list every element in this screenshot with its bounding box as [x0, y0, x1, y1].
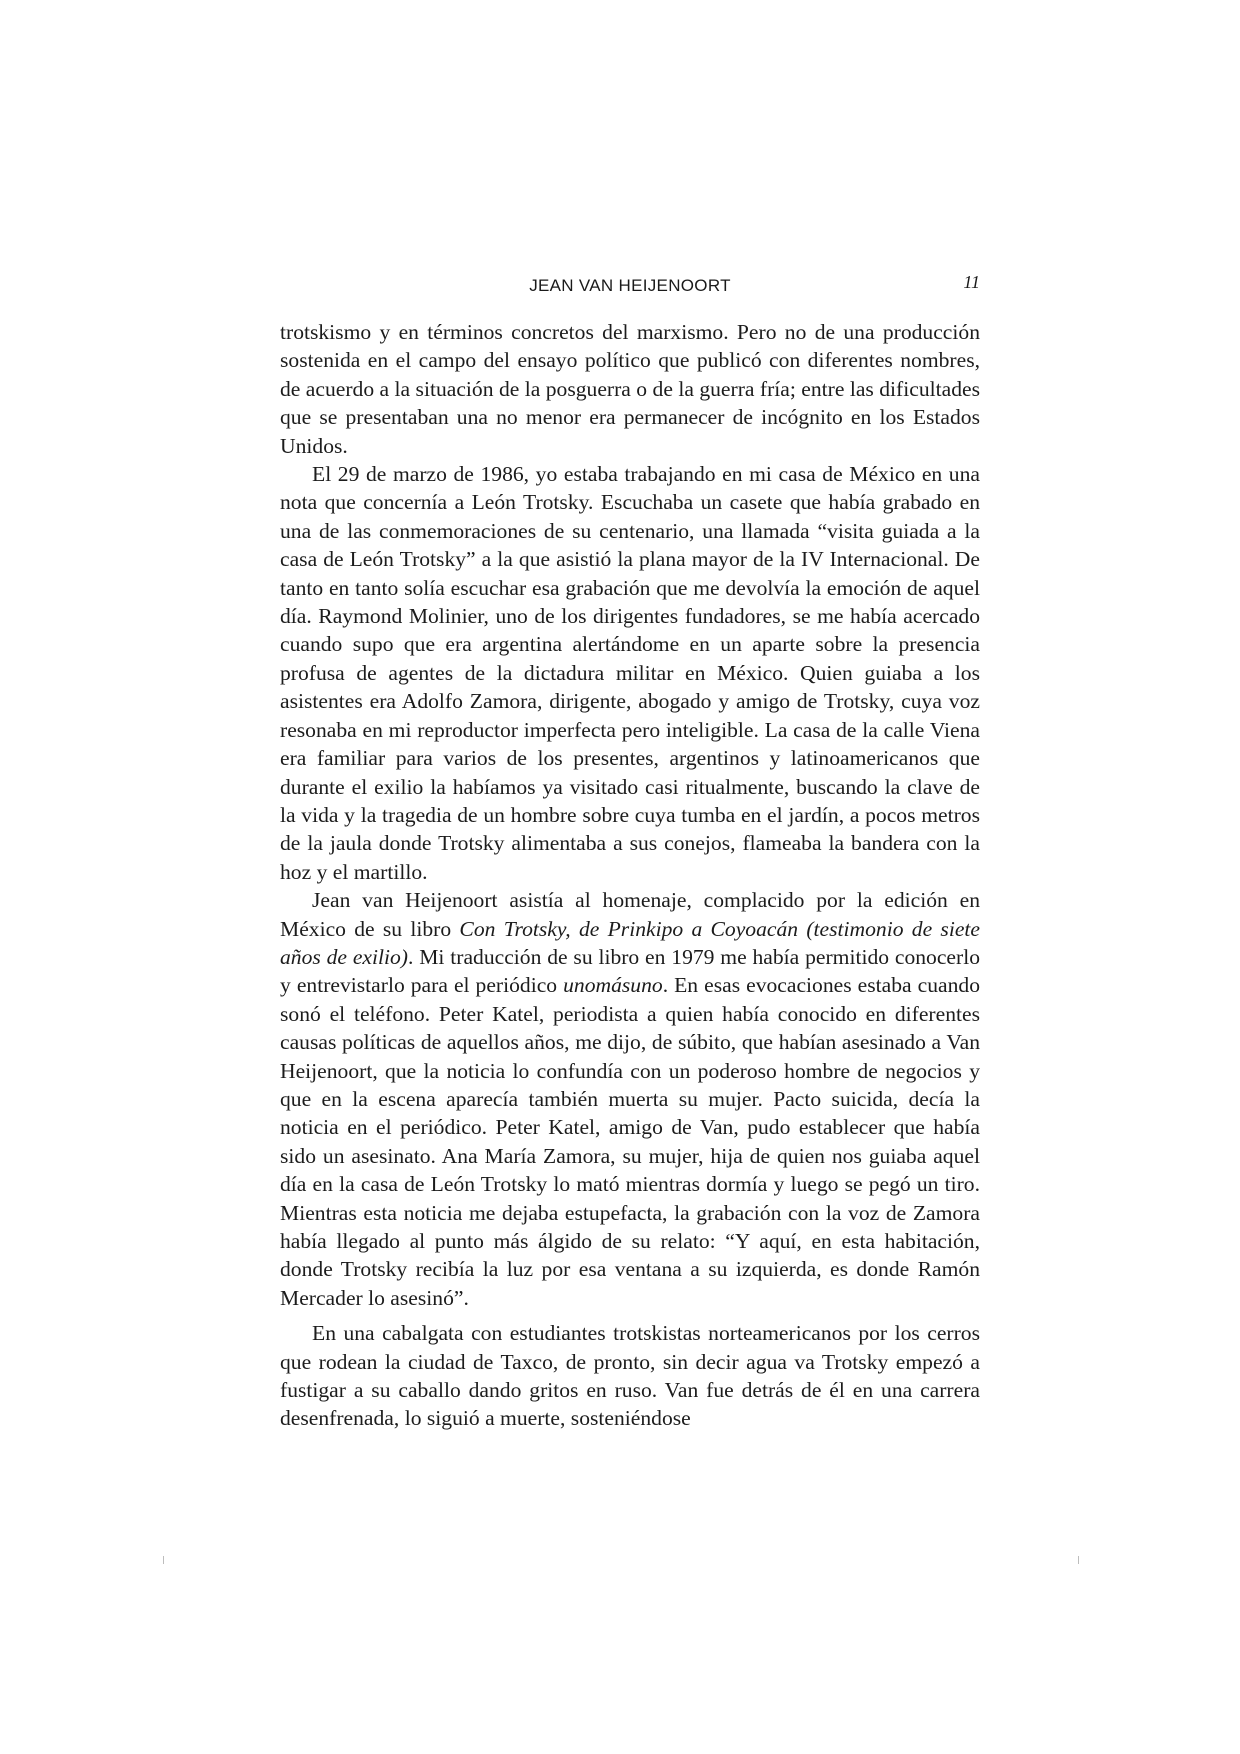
crop-mark-left — [163, 1556, 164, 1564]
book-title: Con Trotsky, de Prinkipo a Coyoacán (testimonio de siete años de exilio) — [280, 916, 981, 969]
paragraph-3-part-a: Jean van Heijenoort asistía al homenaje, complacido por la edición en México de su libro — [280, 888, 980, 941]
newspaper-title: unomásuno — [563, 973, 663, 998]
paragraph-2: El 29 de marzo de 1986, yo estaba trabajando en mi casa de México en una nota que concernía a León Trotsky. Escuchaba un casete que había grabado en una de las conmemoraciones de su centenario, una llamada “visita guiada a la casa de León Trotsky” a la que asistió la plana mayor de la IV Internacional. De tanto en tanto solía escuchar esa grabación que me devolvía la emoción de aquel día. Raymond Molinier, uno de los dirigentes fundadores, se me había acercado cuando supo que era argentina alertándome en un aparte sobre la presencia profusa de agentes de la dictadura militar en México. Quien guiaba a los asistentes era Adolfo Zamora, dirigente, abogado y amigo de Trotsky, cuya voz resonaba en mi reproductor imperfecta pero inteligible. La casa de la calle Viena era familiar para varios de los presentes, argentinos y latinoamericanos que durante el exilio la habíamos ya visitado casi ritualmente, buscando la clave de la vida y la tragedia de un hombre sobre cuya tumba en el jardín, a pocos metros de la jaula donde Trotsky alimentaba a sus conejos, flameaba la bandera con la hoz y el martillo. — [280, 462, 980, 884]
crop-mark-right — [1078, 1556, 1079, 1564]
body-text — [280, 318, 980, 1433]
paragraph-3-part-c: . En esas evocaciones estaba cuando sonó el teléfono. Peter Katel, periodista a quien había conocido en diferentes causas políticas de aquellos años, me dijo, de súbito, que habían asesinado a Van Heijenoort, que la noticia lo confundía con un poderoso hombre de negocios y que en la escena aparecía también muerta su mujer. Pacto suicida, decía la noticia en el periódico. Peter Katel, amigo de Van, pudo establecer que había sido un asesinato. Ana María Zamora, su mujer, hija de quien nos guiaba aquel día en la casa de León Trotsky lo mató mientras dormía y luego se pegó un tiro. Mientras esta noticia me dejaba estupefacta, la grabación con la voz de Zamora había llegado al punto más álgido de su relato: “Y aquí, en esta habitación, donde Trotsky recibía la luz por esa ventana a su izquierda, es donde Ramón Mercader lo asesinó”. — [280, 973, 980, 1310]
paragraph-4: En una cabalgata con estudiantes trotskistas norteamericanos por los cerros que rodean la ciudad de Taxco, de pronto, sin decir agua va Trotsky empezó a fustigar a su caballo dando gritos en ruso. Van fue detrás de él en una carrera desenfrenada, lo siguió a muerte, sosteniéndose — [280, 1321, 980, 1431]
page-number: 11 — [963, 272, 980, 292]
paragraph-3-part-b: . Mi traducción de su libro en 1979 me había permitido conocerlo y entrevistarlo para el periódico — [280, 944, 980, 998]
paragraph-3 — [280, 886, 980, 1312]
running-head: JEAN VAN HEIJENOORT — [529, 276, 731, 295]
paragraph-1: trotskismo y en términos concretos del marxismo. Pero no de una producción sostenida en el campo del ensayo político que publicó con diferentes nombres, de acuerdo a la situación de la posguerra o de la guerra fría; entre las dificultades que se presentaban una no menor era permanecer de incógnito en los Estados Unidos. — [280, 320, 980, 458]
